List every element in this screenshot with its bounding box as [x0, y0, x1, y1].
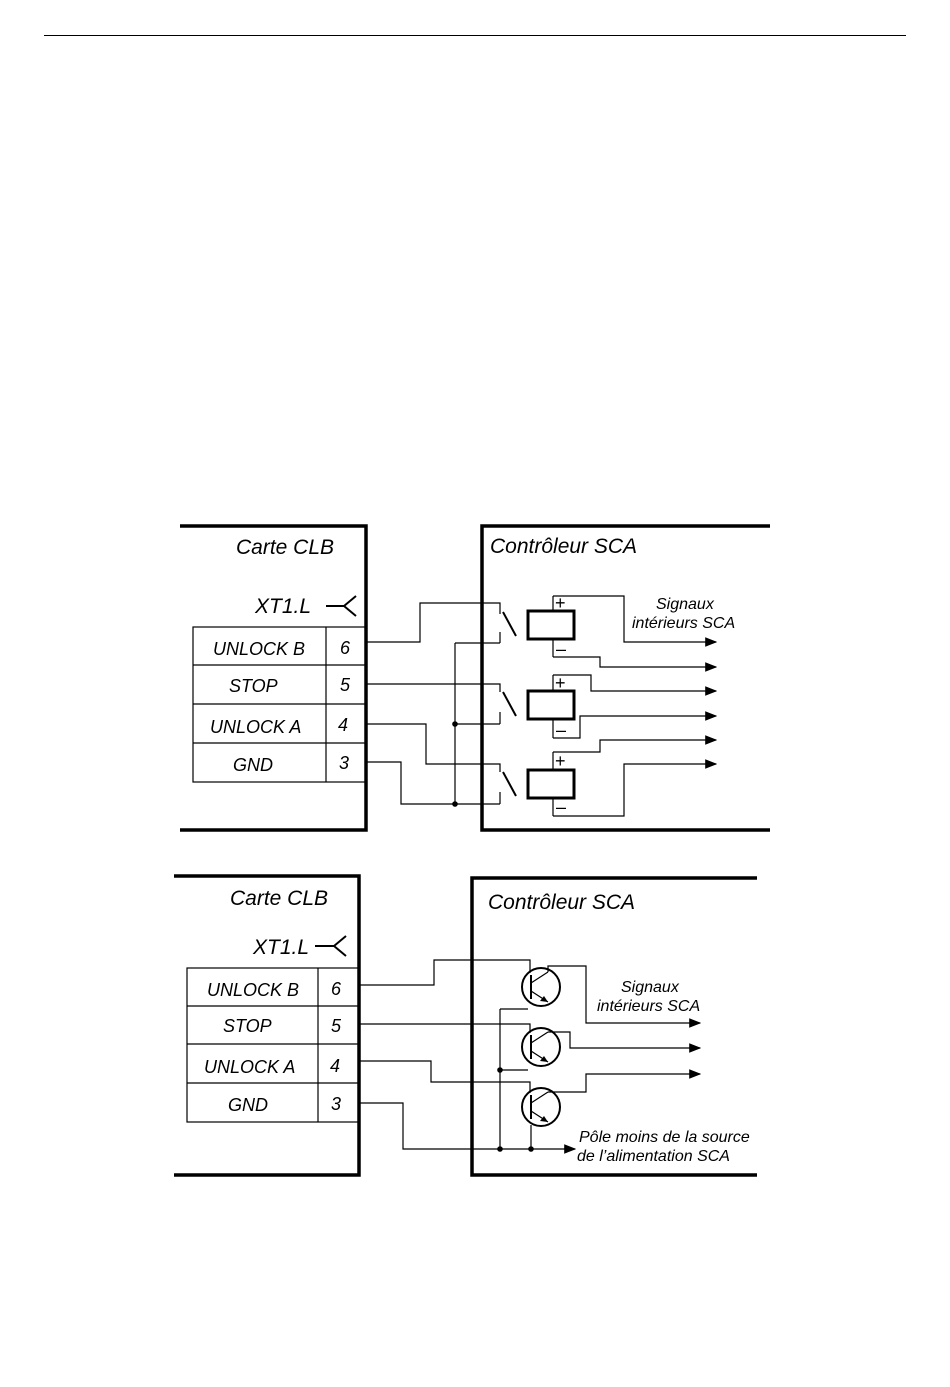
transistor-diagram: [174, 876, 757, 1175]
svg-text:–: –: [556, 639, 567, 659]
relay-contact-1: [503, 612, 516, 636]
terminal-name-unlock-b: UNLOCK B: [213, 639, 306, 659]
connector-label-2: XT1.L: [253, 936, 310, 959]
terminal-name-unlock-b-2: UNLOCK B: [207, 980, 300, 1000]
signals-label-1b: intérieurs SCA: [632, 615, 736, 632]
relay-coil-3: [528, 751, 574, 817]
terminal-name-gnd: GND: [233, 755, 273, 775]
terminal-pin-6: 6: [340, 638, 351, 658]
transistor-3: [522, 1088, 560, 1126]
clb-card-title-1: Carte CLB: [236, 536, 335, 559]
controller-title-1: Contrôleur SCA: [490, 535, 638, 558]
controller-frame-1: [482, 526, 770, 830]
svg-text:+: +: [555, 673, 566, 693]
signals-label-1a: Signaux: [656, 596, 714, 613]
svg-text:+: +: [555, 751, 566, 771]
terminal-pin-3-2: 3: [331, 1094, 342, 1114]
terminal-pin-5: 5: [340, 675, 351, 695]
connector-symbol-1: [326, 596, 356, 616]
terminal-pin-4-2: 4: [330, 1056, 341, 1076]
relay-diagram: [180, 526, 770, 830]
terminal-name-stop-2: STOP: [223, 1016, 272, 1036]
transistor-1: [522, 968, 560, 1006]
terminal-table-1: [193, 627, 366, 782]
svg-text:–: –: [556, 797, 567, 817]
terminal-pin-5-2: 5: [331, 1016, 342, 1036]
signals-label-2a: Signaux: [621, 979, 679, 996]
terminal-name-stop: STOP: [229, 676, 278, 696]
relay-coil-2: [528, 673, 574, 740]
terminal-pin-3: 3: [339, 753, 350, 773]
relay-contact-3: [503, 772, 516, 796]
controller-title-2: Contrôleur SCA: [488, 891, 636, 914]
transistor-2: [522, 1028, 560, 1066]
pole-label-1: Pôle moins de la source: [579, 1129, 750, 1146]
signals-label-2b: intérieurs SCA: [597, 998, 701, 1015]
terminal-pin-4: 4: [338, 715, 349, 735]
terminal-pin-6-2: 6: [331, 979, 342, 999]
clb-card-title-2: Carte CLB: [230, 887, 329, 910]
svg-text:–: –: [556, 720, 567, 740]
relay-contact-2: [503, 692, 516, 716]
terminal-name-gnd-2: GND: [228, 1095, 268, 1115]
terminal-table-2: [187, 968, 359, 1122]
terminal-name-unlock-a-2: UNLOCK A: [204, 1057, 296, 1077]
relay-wiring: [366, 603, 500, 807]
terminal-name-unlock-a: UNLOCK A: [210, 717, 302, 737]
pole-label-2: de l’alimentation SCA: [577, 1148, 730, 1165]
connector-label-1: XT1.L: [255, 595, 312, 618]
svg-text:+: +: [555, 593, 566, 613]
transistor-wiring: [359, 960, 575, 1152]
relay-coil-1: [528, 593, 574, 659]
connector-symbol-2: [315, 936, 346, 956]
